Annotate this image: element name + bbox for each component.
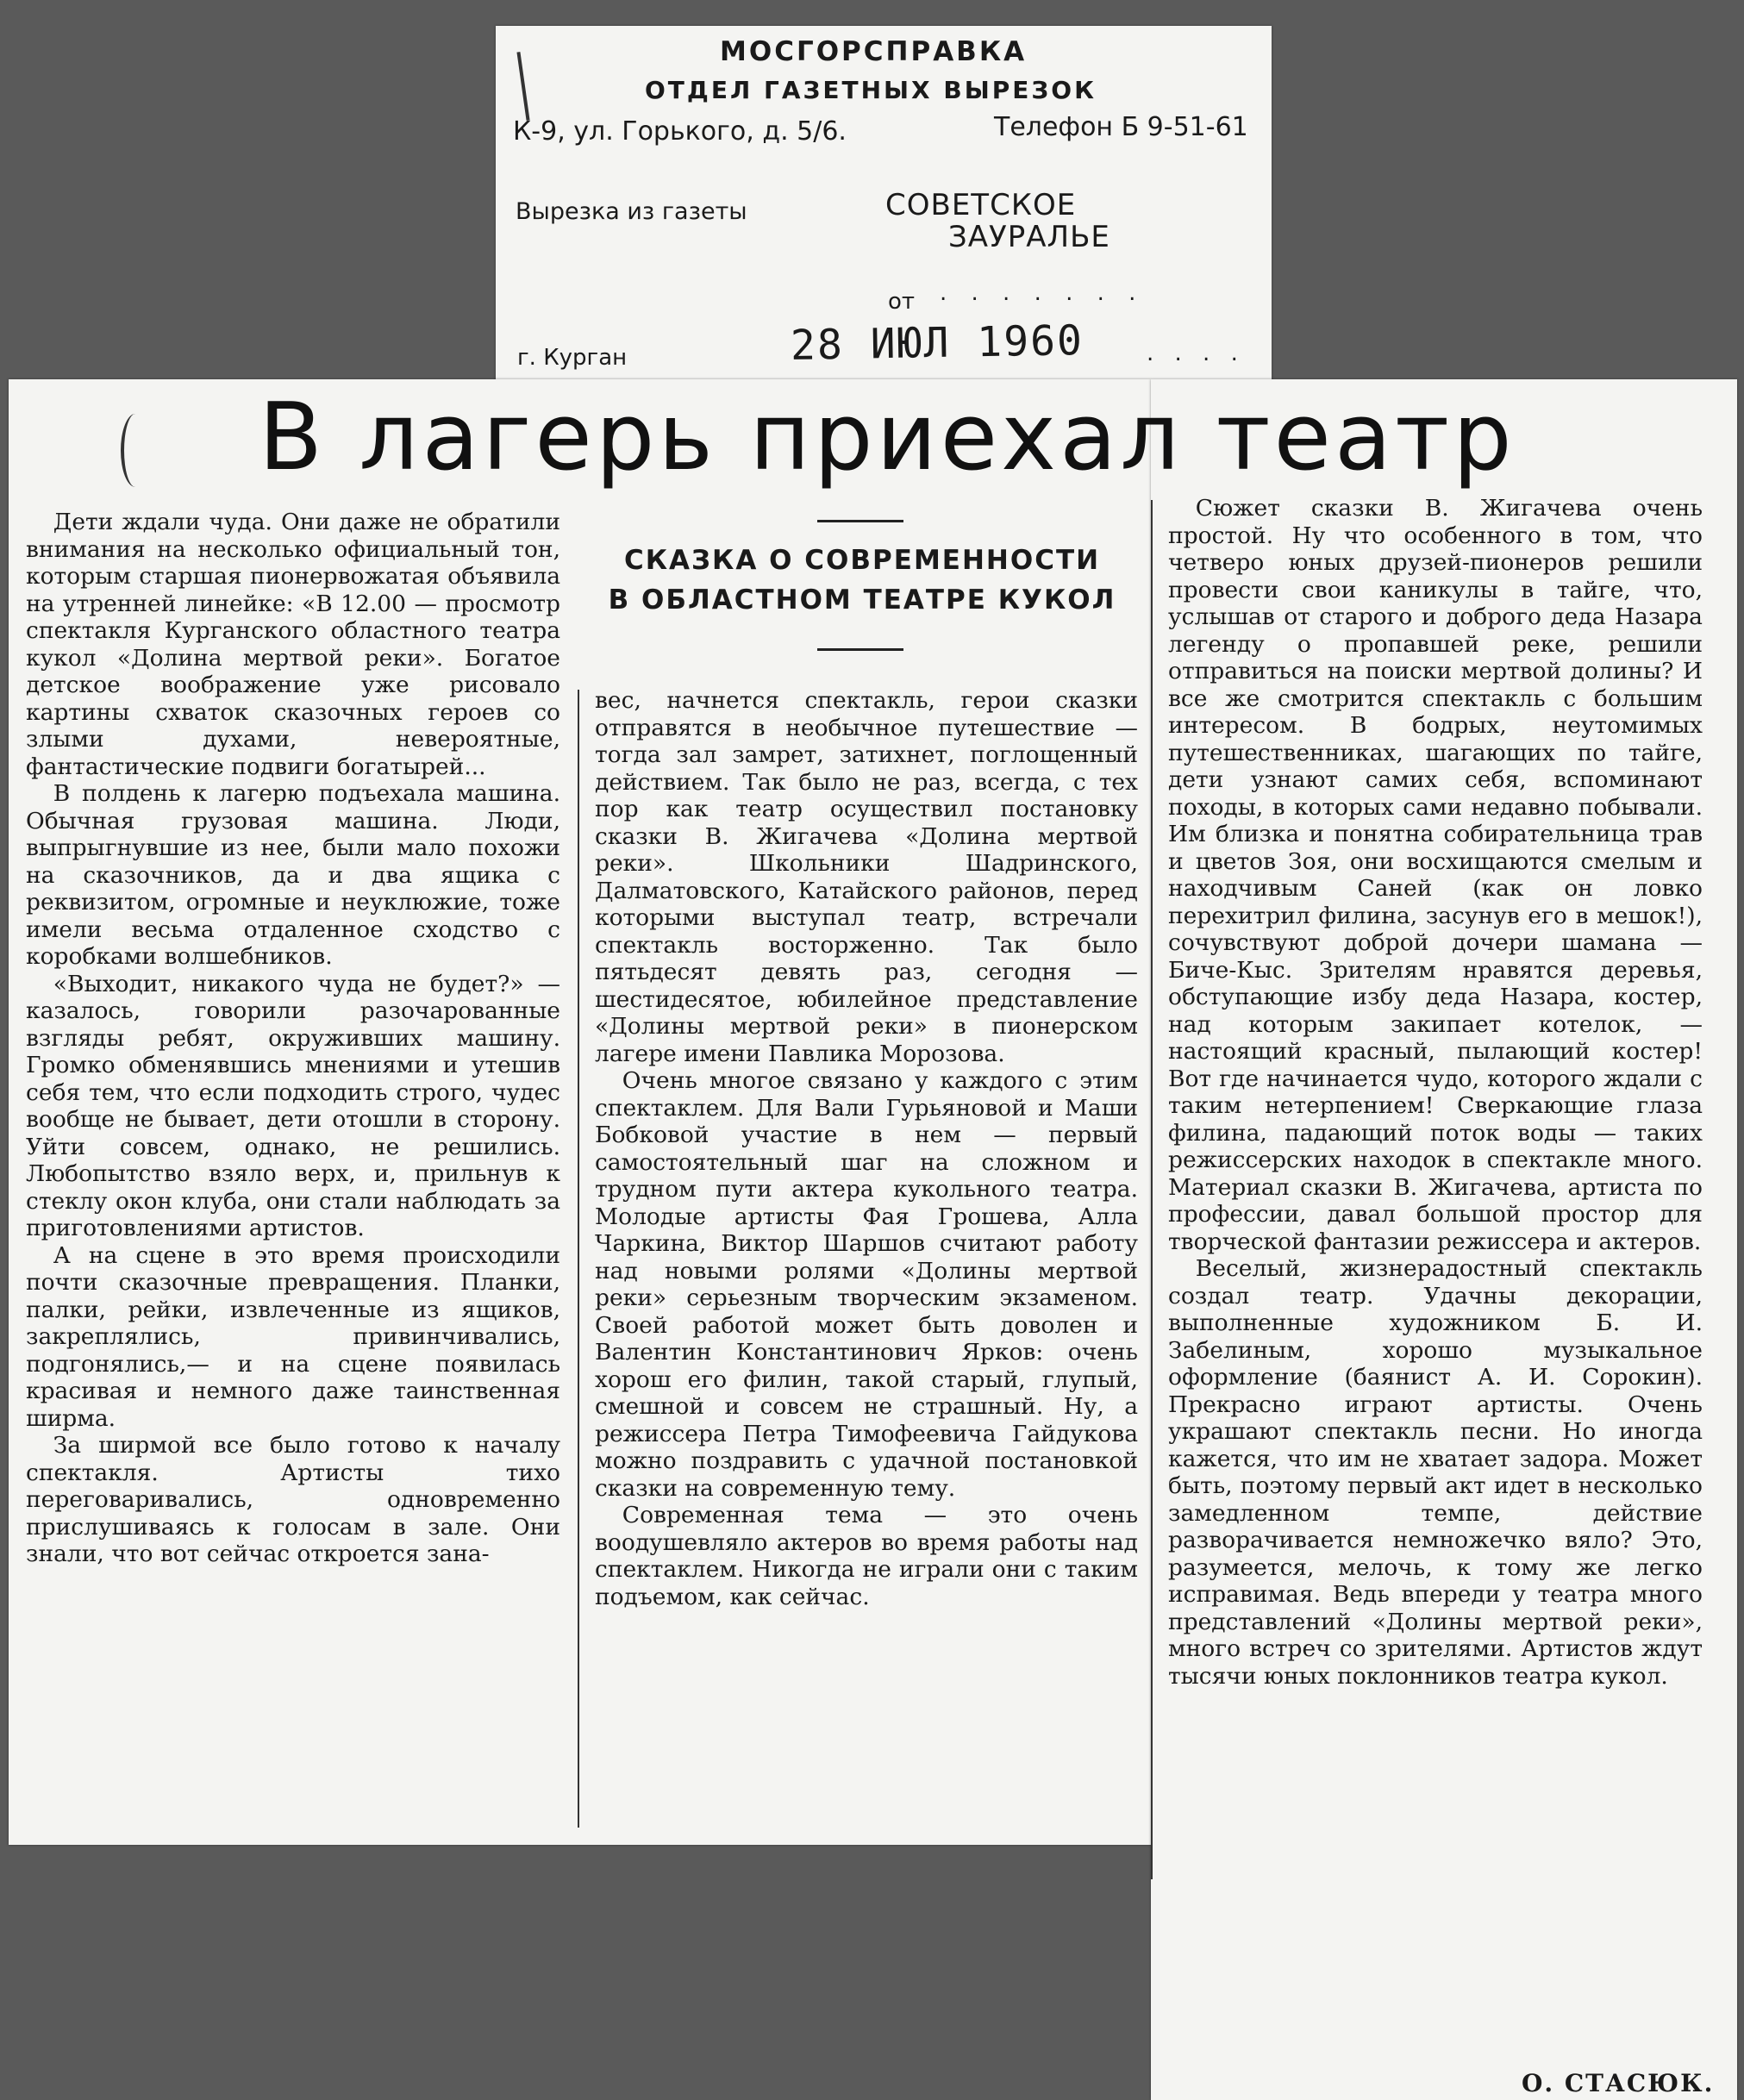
paragraph: В полдень к лагерю подъехала машина. Обычная грузовая машина. Люди, выпрыгнувшие из нее, были мало похожи на сказочников, да и два ящика с реквизитом, огромные и неуклюжие, тоже имели весьма отдаленное сходство с коробками волшебников. — [26, 780, 560, 970]
stamp-city: г. Курган — [517, 345, 628, 371]
stamp-newspaper-name-2: ЗАУРАЛЬЕ — [948, 220, 1110, 254]
article-column-3 — [1168, 495, 1703, 1690]
stamp-date: 28 ИЮЛ 1960 — [790, 316, 1085, 370]
column-divider-1 — [578, 690, 579, 1828]
paragraph: За ширмой все было готово к началу спектакля. Артисты тихо переговаривались, одновременно прислушиваясь к голосам в зале. Они знали, что вот сейчас откроется зана- — [26, 1432, 560, 1567]
stamp-from-label: от — [888, 289, 916, 315]
stamp-department: ОТДЕЛ ГАЗЕТНЫХ ВЫРЕЗОК — [645, 76, 1097, 104]
stamp-phone: Телефон Б 9-51-61 — [994, 112, 1248, 142]
paragraph: вес, начнется спектакль, герои сказки отправятся в необычное путешествие — тогда зал замрет, затихнет, поглощенный действием. Так было не раз, всегда, с тех пор как театр осуществил постановку сказки В. Жигачева «Долина мертвой реки». Школьники Шадринского, Далматовского, Катайского районов, перед которыми выступал театр, встречали спектакль восторженно. Так было пятьдесят девять раз, сегодня — шестидесятое, юбилейное представление «Долины мертвой реки» в пионерском лагере имени Павлика Морозова. — [595, 687, 1138, 1067]
stamp-org: МОСГОРСПРАВКА — [720, 36, 1028, 67]
subhead-rule-top — [817, 520, 903, 522]
article-subhead-2: В ОБЛАСТНОМ ТЕАТРЕ КУКОЛ — [608, 584, 1116, 616]
article-subhead-1: СКАЗКА О СОВРЕМЕННОСТИ — [623, 545, 1101, 576]
stamp-dots: . . . . . . . — [940, 280, 1145, 306]
paragraph: Современная тема — это очень воодушевляло актеров во время работы над спектаклем. Никогда не играли они с таким подъемом, как сейчас. — [595, 1502, 1138, 1610]
paragraph: Дети ждали чуда. Они даже не обратили внимания на несколько официальный тон, которым старшая пионервожатая объявила на утренней линейке: «В 12.00 — просмотр спектакля Курганского областного театра кукол «Долина мертвой реки». Богатое детское воображение уже рисовало картины схваток сказочных героев со злыми духами, невероятные, фантастические подвиги богатырей... — [26, 509, 560, 780]
paragraph: А на сцене в это время происходили почти сказочные превращения. Планки, палки, рейки, извлеченные из ящиков, закреплялись, привинчивались, подгонялись,— и на сцене появилась красивая и немного даже таинственная ширма. — [26, 1241, 560, 1432]
stamp-cut-from-label: Вырезка из газеты — [516, 198, 747, 225]
stamp-dots-2: . . . . — [1147, 341, 1245, 366]
stamp-address: К-9, ул. Горького, д. 5/6. — [513, 116, 847, 147]
article-column-1 — [26, 509, 560, 1568]
pen-mark-bracket — [121, 414, 150, 487]
column-divider-2 — [1151, 500, 1153, 1879]
author-signature: О. СТАСЮК. — [1522, 2069, 1715, 2097]
paragraph: Очень многое связано у каждого с этим спектаклем. Для Вали Гурьяновой и Маши Бобковой участие в нем — первый самостоятельный шаг на сложном и трудном пути актера кукольного театра. Молодые артисты Фая Грошева, Алла Чаркина, Виктор Шаршов считают работу над новыми ролями «Долины мертвой реки» серьезным творческим экзаменом. Своей работой может быть доволен и Валентин Константинович Ярков: очень хорош его филин, такой старый, глупый, смешной и совсем не страшный. Ну, а режиссера Петра Тимофеевича Гайдукова можно поздравить с удачной постановкой сказки на современную тему. — [595, 1067, 1138, 1502]
stamp-newspaper-name-1: СОВЕТСКОЕ — [885, 188, 1077, 222]
subhead-rule-bottom — [817, 648, 903, 651]
paragraph: Веселый, жизнерадостный спектакль создал театр. Удачны декорации, выполненные художником Б. И. Забелиным, хорошо музыкальное оформление (баянист А. И. Сорокин). Прекрасно играют артисты. Очень украшают спектакль песни. Но иногда кажется, что им не хватает задора. Может быть, поэтому первый акт идет в несколько замедленном темпе, действие разворачивается немножечко вяло? Это, разумеется, мелочь, к тому же легко исправимая. Ведь впереди у театра много представлений «Долины мертвой реки», много встреч со зрителями. Артистов ждут тысячи юных поклонников театра кукол. — [1168, 1255, 1703, 1690]
article-column-2 — [595, 687, 1138, 1610]
article-headline: В лагерь приехал театр — [259, 384, 1516, 491]
paragraph: «Выходит, никакого чуда не будет?» — казалось, говорили разочарованные взгляды ребят, окруживших машину. Громко обменявшись мнениями и утешив себя тем, что если подходить строго, чудес вообще не бывает, дети отошли в сторону. Уйти совсем, однако, не решились. Любопытство взяло верх, и, прильнув к стеклу окон клуба, они стали наблюдать за приготовлениями артистов. — [26, 970, 560, 1241]
paragraph: Сюжет сказки В. Жигачева очень простой. Ну что особенного в том, что четверо юных друзей-пионеров решили провести свои каникулы в тайге, что, услышав от старого и доброго деда Назара легенду о пропавшей реке, решили отправиться на поиски мертвой долины? И все же смотрится спектакль с большим интересом. В бодрых, неутомимых путешественниках, шагающих по тайге, дети узнают самих себя, вспоминают походы, в которых сами недавно побывали. Им близка и понятна собирательница трав и цветов Зоя, они восхищаются смелым и находчивым Саней (как он ловко перехитрил филина, засунув его в мешок!), сочувствуют доброй дочери шамана — Биче-Кыс. Зрителям нравятся деревья, обступающие избу деда Назара, костер, над которым закипает котелок, — настоящий красный, пылающий костер! Вот где начинается чудо, которого ждали с таким нетерпением! Сверкающие глаза филина, падающий поток воды — таких режиссерских находок в спектакле много. Материал сказки В. Жигачева, артиста по профессии, давал большой простор для творческой фантазии режиссера и актеров. — [1168, 495, 1703, 1255]
